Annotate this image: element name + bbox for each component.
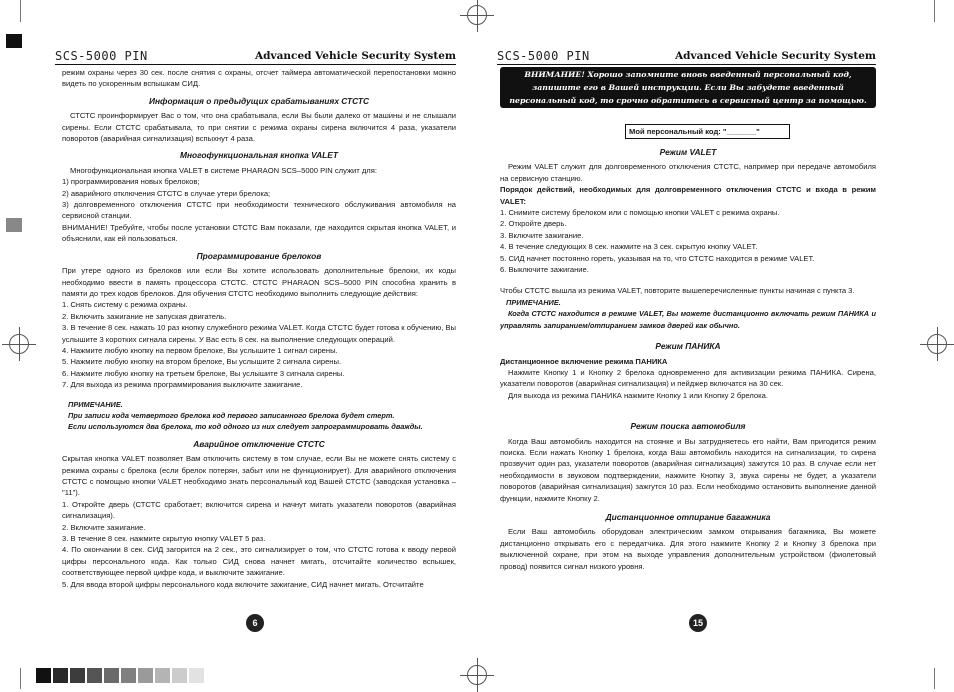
programming-intro: При утере одного из брелоков или если Вы хотите использовать дополнительные брелоки, их коды необходимо ввести в память процессора СТСТС. СТСТС PHARAON SCS–5000 PIN способна хранить в памяти до трех кодов брелоков. Для обучения СТСТС необходимо выполнить следующие действия: (62, 266, 456, 298)
registration-mark-icon (467, 665, 487, 685)
valet-mode-exit: Чтобы СТСТС вышла из режима VALET, повторите вышеперечисленные пункты начиная с пункта 3. (500, 286, 855, 296)
registration-mark-icon (927, 334, 947, 354)
valet-mode-intro: Режим VALET служит для долговременного отключения СТСТС, например при передаче автомобиля на сервисную станцию. (500, 162, 876, 183)
valet-line: Многофункциональная кнопка VALET в системе PHARAON SCS–5000 PIN служит для: (70, 165, 377, 175)
color-swatch (121, 668, 136, 683)
color-swatch (70, 668, 85, 683)
section-title-trunk-release: Дистанционное отпирание багажника (605, 511, 771, 522)
valet-line: 3) долговременного отключения СТСТС при необходимости технического обслуживания автомобиля на сервисной станции. (62, 200, 456, 221)
panic-text: Нажмите Кнопку 1 и Кнопку 2 брелока одновременно для активизации режима ПАНИКА. Сирена, указатели поворотов (аварийная сигнализация) и пейджер включатся на 30 сек. (500, 367, 876, 389)
section-title-car-search: Режим поиска автомобиля (630, 421, 746, 432)
left-page (0, 0, 477, 689)
emergency-step: 4. По окончании 8 сек. СИД загорится на 2 сек., это сигнализирует о том, что СТСТС готова к вводу первой цифры персонального кода. Как только СИД снова начнет мигать, отсчитайте количество вспышек, соответствующее первой цифре кода, и выключите зажигание. (62, 545, 456, 578)
crop-mark (934, 0, 935, 22)
valet-mode-step: 4. В течение следующих 8 сек. нажмите на 3 сек. скрытую кнопку VALET. (500, 242, 758, 252)
section-title-alarm-history: Информация о предыдущих срабатываниях СТСТС (148, 95, 370, 106)
section-title-emergency-disarm: Аварийное отключение СТСТС (193, 438, 325, 449)
registration-mark-icon (9, 334, 29, 354)
page-number: 15 (689, 614, 707, 632)
color-swatch (172, 668, 187, 683)
valet-line: 2) аварийного отключения СТСТС в случае утери брелока; (62, 188, 271, 198)
emergency-intro: Скрытая кнопка VALET позволяет Вам отключить систему в том случае, если Вы не можете снять систему с режима охраны с брелока (если брелок потерян, забыт или не функционирует). Для аварийного отключения СТСТС с помощью кнопки VALET необходимо знать персональный код Вашей СТСТС (заводская установка – "11"). (62, 454, 456, 498)
print-tab-mark (6, 34, 22, 48)
car-search-text: Когда Ваш автомобиль находится на стоянке и Вы затрудняетесь его найти, Вам пригодится режим поиска. Если нажать Кнопку 1 брелока, когда Ваш автомобиль находится на сигнализации, то сирена прозвучит один раз, указатели поворотов (аварийная сигнализация) зажгутся 10 раз. В случае если нет необходимости в звуковом подтверждении, нажмите Кнопку 3, звука сирены не будет, а указатели поворотов (аварийная сигнализация) зажгутся 10 раз. Если необходимо остановить выполнение данной функции, нажмите Кнопку 2. (500, 436, 876, 503)
valet-line: 1) программирования новых брелоков; (62, 177, 200, 187)
right-page (477, 0, 954, 689)
note-title: ПРИМЕЧАНИЕ. (68, 399, 123, 409)
programming-step: 4. Нажмите любую кнопку на первом брелоке, Вы услышите 1 сигнал сирены. (62, 345, 338, 355)
color-swatch (36, 668, 51, 683)
model-name: SCS-5000 PIN (55, 49, 148, 63)
color-swatch (189, 668, 204, 683)
emergency-step: 5. Для ввода второй цифры персонального кода включите зажигание, СИД начнет мигать. Отсчитайте (62, 579, 424, 589)
valet-line: ВНИМАНИЕ! Требуйте, чтобы после установки СТСТС Вам показали, где находится скрытая кнопка VALET, и объяснили, как ей пользоваться. (62, 222, 456, 244)
color-swatch (87, 668, 102, 683)
panic-exit: Для выхода из режима ПАНИКА нажмите Кнопку 1 или Кнопку 2 брелока. (508, 390, 768, 400)
trunk-release-text: Если Ваш автомобиль оборудован электрическим замком открывания багажника, Вы можете дистанционно открывать его с передатчика. Для этого нажмите Кнопку 2 и Кнопку 3 брелока при выключенной охране, при этом на выходе управления дополнительным устройством (фиолетовый провод) появится сигнал низкого уровня. (500, 527, 876, 571)
color-swatch (104, 668, 119, 683)
intro-paragraph: режим охраны через 30 сек. после снятия с охраны, отсчет таймера автоматической перепостановки можно видеть по ускоренным вспышкам СИД. (62, 68, 456, 89)
valet-mode-step: 2. Откройте дверь. (500, 219, 567, 229)
valet-mode-step: 3. Включите зажигание. (500, 230, 584, 240)
programming-step: 3. В течение 8 сек. нажать 10 раз кнопку служебного режима VALET. Когда СТСТС будет готова к обучению, Вы услышите 3 коротких сигнала сирены. У Вас есть 8 сек. на выполнение следующих операций. (62, 323, 456, 344)
emergency-step: 3. В течение 8 сек. нажмите скрытую кнопку VALET 5 раз. (62, 534, 266, 544)
personal-code-field: Мой персональный код: "_______" (625, 124, 790, 139)
crop-mark (934, 668, 935, 689)
brand-title: Advanced Vehicle Security System (675, 50, 876, 62)
note-line: Если используются два брелока, то код одного из них следует запрограммировать дважды. (68, 422, 423, 432)
programming-step: 5. Нажмите любую кнопку на втором брелоке, Вы услышите 2 сигнала сирены. (62, 357, 342, 367)
crop-mark (20, 0, 21, 22)
left-column (62, 67, 456, 590)
registration-mark-icon (467, 5, 487, 25)
note-line: При записи кода четвертого брелока код первого записанного брелока будет стерт. (68, 410, 395, 420)
emergency-step: 1. Откройте дверь (СТСТС сработает; включится сирена и начнут мигать указатели поворотов (аварийная сигнализация). (62, 499, 456, 521)
note-text: Когда СТСТС находится в режиме VALET, Вы можете дистанционно включать режим ПАНИКА и управлять запиранием/отпиранием замков дверей как обычно. (500, 309, 876, 330)
programming-step: 6. Нажмите любую кнопку на третьем брелоке, Вы услышите 3 сигнала сирены. (62, 368, 345, 378)
brand-title: Advanced Vehicle Security System (255, 50, 456, 62)
page-number: 6 (246, 614, 264, 632)
programming-step: 2. Включить зажигание не запуская двигатель. (62, 311, 227, 321)
panic-subtitle: Дистанционное включение режима ПАНИКА (500, 356, 668, 366)
note-title: ПРИМЕЧАНИЕ. (506, 297, 561, 307)
section-title-valet-mode: Режим VALET (659, 147, 717, 157)
valet-mode-step: 5. СИД начнет постоянно гореть, указывая на то, что СТСТС находится в режиме VALET. (500, 253, 815, 263)
model-name: SCS-5000 PIN (497, 49, 590, 63)
right-column (500, 145, 876, 572)
crop-mark (20, 668, 21, 689)
valet-mode-step: 1. Снимите систему брелоком или с помощью кнопки VALET с режима охраны. (500, 208, 780, 218)
programming-step: 7. Для выхода из режима программирования выключите зажигание. (62, 380, 303, 390)
color-swatch (53, 668, 68, 683)
color-swatch (138, 668, 153, 683)
color-swatch (155, 668, 170, 683)
section-title-valet-button: Многофункциональная кнопка VALET (179, 150, 338, 161)
section-title-programming: Программирование брелоков (196, 250, 322, 261)
valet-mode-step: 6. Выключите зажигание. (500, 265, 589, 275)
right-page-header (497, 46, 876, 65)
section-title-panic: Режим ПАНИКА (655, 341, 721, 352)
left-page-header (55, 46, 456, 65)
programming-step: 1. Снять систему с режима охраны. (62, 300, 188, 310)
valet-mode-procedure: Порядок действий, необходимых для долговременного отключения СТСТС и входа в режим VALET: (500, 185, 876, 206)
emergency-step: 2. Включите зажигание. (62, 522, 146, 532)
alarm-history-text: СТСТС проинформирует Вас о том, что она срабатывала, если Вы были далеко от машины и не слышали сирены. Если СТСТС срабатывала, то при снятии с режима охраны сирена включится 4 раза, указатели поворотов (аварийная сигнализация) вспыхнут 4 раза. (62, 111, 456, 144)
warning-box: ВНИМАНИЕ! Хорошо запомните вновь введенный персональный код, запишите его в Вашей инструкции. Если Вы забудете введенный персональный код, то срочно обратитесь в сервисный центр за помощью. (500, 67, 876, 108)
print-tab-mark (6, 218, 22, 232)
